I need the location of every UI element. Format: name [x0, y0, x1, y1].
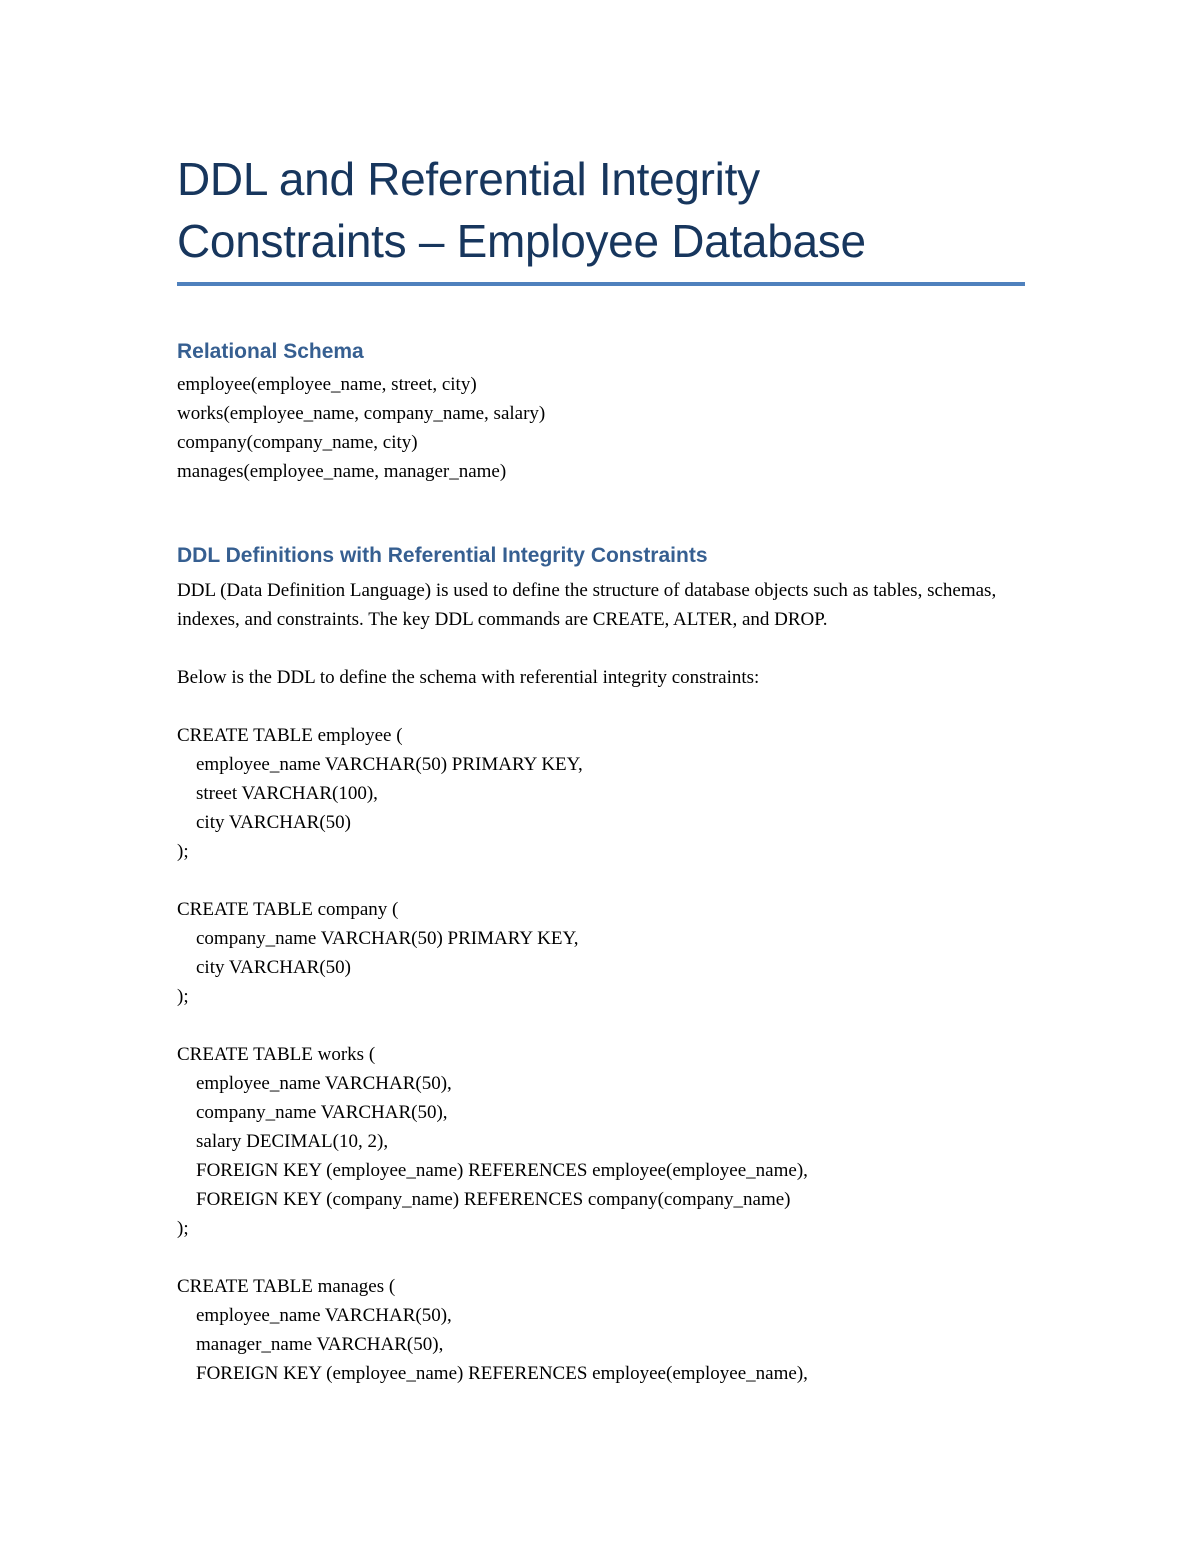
code-line: city VARCHAR(50) [196, 957, 352, 978]
code-company-table [177, 895, 1025, 1011]
code-line: ); [177, 1218, 189, 1239]
title-underline [177, 282, 1025, 286]
code-employee-table [177, 721, 1025, 866]
code-line: FOREIGN KEY (employee_name) REFERENCES employee(employee_name), [196, 1363, 808, 1384]
code-line: CREATE TABLE manages ( [177, 1276, 396, 1297]
schema-line-works: works(employee_name, company_name, salary) [177, 403, 546, 424]
schema-line-manages: manages(employee_name, manager_name) [177, 461, 507, 482]
code-line: manager_name VARCHAR(50), [196, 1334, 444, 1355]
code-line: FOREIGN KEY (company_name) REFERENCES company(company_name) [196, 1189, 791, 1210]
code-line: company_name VARCHAR(50) PRIMARY KEY, [196, 928, 579, 949]
code-line: employee_name VARCHAR(50), [196, 1305, 452, 1326]
title-line-1: DDL and Referential Integrity [177, 153, 760, 205]
code-line: CREATE TABLE employee ( [177, 725, 403, 746]
code-line: street VARCHAR(100), [196, 783, 378, 804]
code-line: employee_name VARCHAR(50) PRIMARY KEY, [196, 754, 583, 775]
code-works-table [177, 1040, 1025, 1243]
schema-list [177, 370, 1025, 486]
code-line: ); [177, 841, 189, 862]
ddl-lead-sentence: Below is the DDL to define the schema with referential integrity constraints: [177, 667, 760, 688]
code-manages-table [177, 1272, 1025, 1388]
code-line: CREATE TABLE company ( [177, 899, 399, 920]
ddl-intro-paragraph: DDL (Data Definition Language) is used to define the structure of database objects such as tables, schemas, indexes, and constraints. The key DDL commands are CREATE, ALTER, and DROP. [177, 580, 997, 630]
code-line: ); [177, 986, 189, 1007]
document-title [177, 148, 1025, 272]
code-line: FOREIGN KEY (employee_name) REFERENCES employee(employee_name), [196, 1160, 808, 1181]
code-line: city VARCHAR(50) [196, 812, 352, 833]
code-line: company_name VARCHAR(50), [196, 1102, 448, 1123]
relational-schema-heading: Relational Schema [177, 340, 364, 363]
schema-line-company: company(company_name, city) [177, 432, 418, 453]
code-line: salary DECIMAL(10, 2), [196, 1131, 389, 1152]
title-line-2: Constraints – Employee Database [177, 215, 866, 267]
code-line: employee_name VARCHAR(50), [196, 1073, 452, 1094]
ddl-definitions-heading: DDL Definitions with Referential Integrity Constraints [177, 544, 708, 567]
document-page [177, 148, 1025, 1388]
code-line: CREATE TABLE works ( [177, 1044, 376, 1065]
schema-line-employee: employee(employee_name, street, city) [177, 374, 477, 395]
